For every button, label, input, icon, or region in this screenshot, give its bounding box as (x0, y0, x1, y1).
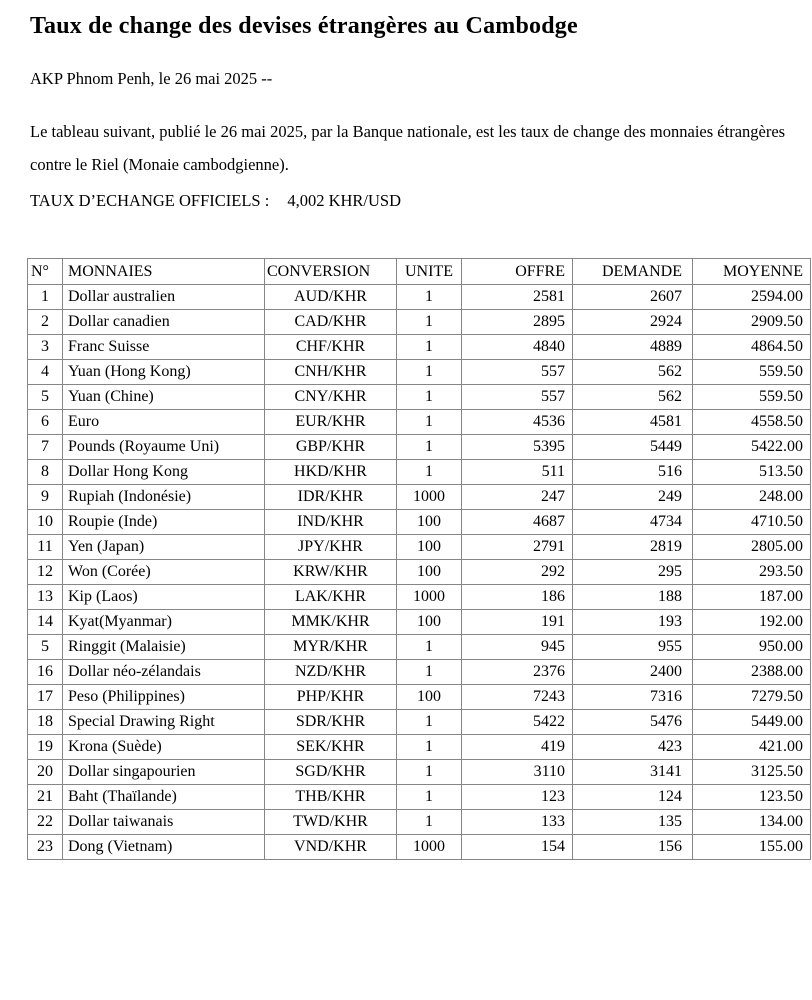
table-cell: 16 (28, 660, 63, 685)
table-cell: 8 (28, 460, 63, 485)
table-cell: VND/KHR (265, 835, 397, 860)
table-cell: 7316 (573, 685, 693, 710)
table-cell: Dong (Vietnam) (63, 835, 265, 860)
table-cell: 2895 (462, 310, 573, 335)
table-cell: IND/KHR (265, 510, 397, 535)
column-header: MOYENNE (693, 259, 811, 285)
table-cell: 559.50 (693, 360, 811, 385)
table-cell: 2581 (462, 285, 573, 310)
table-cell: 1 (28, 285, 63, 310)
table-cell: 100 (397, 560, 462, 585)
table-cell: 11 (28, 535, 63, 560)
table-cell: 1 (397, 460, 462, 485)
table-cell: 156 (573, 835, 693, 860)
table-row (28, 785, 811, 810)
table-cell: Peso (Philippines) (63, 685, 265, 710)
table-row (28, 635, 811, 660)
official-rate-line (30, 191, 401, 211)
column-header: DEMANDE (573, 259, 693, 285)
table-cell: 7243 (462, 685, 573, 710)
table-cell: 1 (397, 410, 462, 435)
table-cell: 100 (397, 510, 462, 535)
table-cell: 1 (397, 335, 462, 360)
table-cell: 1 (397, 635, 462, 660)
table-cell: 18 (28, 710, 63, 735)
table-cell: 1 (397, 735, 462, 760)
table-cell: 5395 (462, 435, 573, 460)
table-cell: 23 (28, 835, 63, 860)
table-header-row (28, 259, 811, 285)
table-cell: NZD/KHR (265, 660, 397, 685)
column-header: N° (28, 259, 63, 285)
table-cell: Dollar taiwanais (63, 810, 265, 835)
table-cell: 4710.50 (693, 510, 811, 535)
table-cell: THB/KHR (265, 785, 397, 810)
table-cell: 248.00 (693, 485, 811, 510)
table-cell: 513.50 (693, 460, 811, 485)
table-cell: 4889 (573, 335, 693, 360)
table-row (28, 710, 811, 735)
table-cell: KRW/KHR (265, 560, 397, 585)
table-cell: 9 (28, 485, 63, 510)
table-cell: 123 (462, 785, 573, 810)
table-row (28, 460, 811, 485)
table-cell: 1 (397, 660, 462, 685)
table-row (28, 685, 811, 710)
table-cell: 5422 (462, 710, 573, 735)
column-header: UNITE (397, 259, 462, 285)
table-cell: 3 (28, 335, 63, 360)
exchange-rates-table (27, 258, 811, 860)
table-cell: 4734 (573, 510, 693, 535)
table-cell: 7279.50 (693, 685, 811, 710)
table-cell: 5 (28, 635, 63, 660)
table-cell: 3141 (573, 760, 693, 785)
table-cell: 192.00 (693, 610, 811, 635)
table-cell: 247 (462, 485, 573, 510)
official-rate-label: TAUX D’ECHANGE OFFICIELS : (30, 191, 270, 210)
official-rate-value: 4,002 KHR/USD (287, 191, 401, 210)
table-cell: 2388.00 (693, 660, 811, 685)
table-cell: 421.00 (693, 735, 811, 760)
table-cell: IDR/KHR (265, 485, 397, 510)
table-cell: Franc Suisse (63, 335, 265, 360)
table-cell: 4581 (573, 410, 693, 435)
dateline: AKP Phnom Penh, le 26 mai 2025 -- (30, 69, 273, 88)
table-cell: 5449.00 (693, 710, 811, 735)
table-cell: JPY/KHR (265, 535, 397, 560)
table-row (28, 585, 811, 610)
table-cell: HKD/KHR (265, 460, 397, 485)
table-row (28, 435, 811, 460)
table-cell: 2400 (573, 660, 693, 685)
table-row (28, 610, 811, 635)
table-cell: 133 (462, 810, 573, 835)
table-cell: EUR/KHR (265, 410, 397, 435)
table-cell: LAK/KHR (265, 585, 397, 610)
table-cell: 1000 (397, 485, 462, 510)
rates-table-body (28, 285, 811, 860)
table-cell: 419 (462, 735, 573, 760)
table-row (28, 560, 811, 585)
table-cell: 20 (28, 760, 63, 785)
table-cell: Dollar singapourien (63, 760, 265, 785)
table-cell: 423 (573, 735, 693, 760)
table-cell: 5 (28, 385, 63, 410)
table-cell: SGD/KHR (265, 760, 397, 785)
table-cell: CHF/KHR (265, 335, 397, 360)
table-cell: 5476 (573, 710, 693, 735)
table-cell: CNY/KHR (265, 385, 397, 410)
column-header: MONNAIES (63, 259, 265, 285)
table-row (28, 760, 811, 785)
table-cell: Euro (63, 410, 265, 435)
table-cell: AUD/KHR (265, 285, 397, 310)
table-cell: Won (Corée) (63, 560, 265, 585)
table-cell: 2909.50 (693, 310, 811, 335)
table-row (28, 285, 811, 310)
table-cell: 249 (573, 485, 693, 510)
table-cell: 100 (397, 535, 462, 560)
table-cell: 293.50 (693, 560, 811, 585)
page-title: Taux de change des devises étrangères au Cambodge (30, 13, 578, 39)
table-cell: 1 (397, 785, 462, 810)
table-cell: 562 (573, 360, 693, 385)
table-cell: Baht (Thaïlande) (63, 785, 265, 810)
table-cell: Yen (Japan) (63, 535, 265, 560)
table-cell: 1 (397, 385, 462, 410)
table-cell: Yuan (Hong Kong) (63, 360, 265, 385)
table-cell: 13 (28, 585, 63, 610)
table-cell: 17 (28, 685, 63, 710)
table-cell: PHP/KHR (265, 685, 397, 710)
table-row (28, 510, 811, 535)
table-cell: 10 (28, 510, 63, 535)
column-header: OFFRE (462, 259, 573, 285)
table-cell: 4864.50 (693, 335, 811, 360)
table-cell: 950.00 (693, 635, 811, 660)
table-cell: 134.00 (693, 810, 811, 835)
table-cell: GBP/KHR (265, 435, 397, 460)
table-cell: 154 (462, 835, 573, 860)
table-cell: Special Drawing Right (63, 710, 265, 735)
table-cell: 945 (462, 635, 573, 660)
table-cell: 516 (573, 460, 693, 485)
table-cell: CAD/KHR (265, 310, 397, 335)
table-cell: 4558.50 (693, 410, 811, 435)
table-cell: Roupie (Inde) (63, 510, 265, 535)
table-row (28, 360, 811, 385)
table-cell: Dollar australien (63, 285, 265, 310)
table-cell: 3125.50 (693, 760, 811, 785)
table-cell: MMK/KHR (265, 610, 397, 635)
table-cell: 2607 (573, 285, 693, 310)
table-cell: 1 (397, 360, 462, 385)
table-cell: CNH/KHR (265, 360, 397, 385)
table-cell: 1 (397, 285, 462, 310)
table-cell: 511 (462, 460, 573, 485)
table-cell: 135 (573, 810, 693, 835)
table-cell: 1 (397, 710, 462, 735)
table-cell: 12 (28, 560, 63, 585)
table-row (28, 735, 811, 760)
table-cell: Dollar Hong Kong (63, 460, 265, 485)
table-cell: MYR/KHR (265, 635, 397, 660)
table-row (28, 310, 811, 335)
table-cell: 4840 (462, 335, 573, 360)
table-cell: Rupiah (Indonésie) (63, 485, 265, 510)
column-header: CONVERSION (265, 259, 397, 285)
table-cell: 6 (28, 410, 63, 435)
table-cell: 123.50 (693, 785, 811, 810)
table-cell: 193 (573, 610, 693, 635)
table-cell: Kip (Laos) (63, 585, 265, 610)
table-cell: 4687 (462, 510, 573, 535)
table-row (28, 385, 811, 410)
table-row (28, 335, 811, 360)
table-cell: 4536 (462, 410, 573, 435)
table-cell: 2594.00 (693, 285, 811, 310)
table-cell: 1 (397, 310, 462, 335)
table-cell: 188 (573, 585, 693, 610)
table-row (28, 835, 811, 860)
intro-paragraph: Le tableau suivant, publié le 26 mai 2025, par la Banque nationale, est les taux de change des monnaies étrangères contre le Riel (Monaie cambodgienne). (30, 122, 786, 174)
table-cell: 562 (573, 385, 693, 410)
table-cell: 186 (462, 585, 573, 610)
table-cell: 2805.00 (693, 535, 811, 560)
table-cell: Dollar canadien (63, 310, 265, 335)
table-cell: 5422.00 (693, 435, 811, 460)
table-cell: Dollar néo-zélandais (63, 660, 265, 685)
table-cell: 2376 (462, 660, 573, 685)
table-cell: Kyat(Myanmar) (63, 610, 265, 635)
table-cell: 155.00 (693, 835, 811, 860)
table-cell: 955 (573, 635, 693, 660)
table-cell: 1 (397, 760, 462, 785)
table-cell: Yuan (Chine) (63, 385, 265, 410)
table-cell: 22 (28, 810, 63, 835)
table-cell: TWD/KHR (265, 810, 397, 835)
table-cell: 2819 (573, 535, 693, 560)
table-cell: 187.00 (693, 585, 811, 610)
table-cell: Ringgit (Malaisie) (63, 635, 265, 660)
table-cell: 5449 (573, 435, 693, 460)
table-cell: 19 (28, 735, 63, 760)
table-cell: 559.50 (693, 385, 811, 410)
table-cell: 2791 (462, 535, 573, 560)
table-cell: 191 (462, 610, 573, 635)
table-cell: 100 (397, 610, 462, 635)
table-cell: SEK/KHR (265, 735, 397, 760)
table-cell: Krona (Suède) (63, 735, 265, 760)
table-cell: 557 (462, 385, 573, 410)
table-row (28, 535, 811, 560)
table-cell: SDR/KHR (265, 710, 397, 735)
table-cell: 21 (28, 785, 63, 810)
table-row (28, 485, 811, 510)
table-cell: 7 (28, 435, 63, 460)
table-row (28, 660, 811, 685)
table-cell: Pounds (Royaume Uni) (63, 435, 265, 460)
table-cell: 1000 (397, 835, 462, 860)
table-cell: 100 (397, 685, 462, 710)
table-cell: 557 (462, 360, 573, 385)
table-cell: 2 (28, 310, 63, 335)
table-cell: 124 (573, 785, 693, 810)
table-row (28, 810, 811, 835)
table-cell: 1 (397, 435, 462, 460)
table-cell: 3110 (462, 760, 573, 785)
table-cell: 292 (462, 560, 573, 585)
table-cell: 4 (28, 360, 63, 385)
table-cell: 295 (573, 560, 693, 585)
table-cell: 1000 (397, 585, 462, 610)
table-cell: 2924 (573, 310, 693, 335)
table-cell: 1 (397, 810, 462, 835)
table-row (28, 410, 811, 435)
table-cell: 14 (28, 610, 63, 635)
